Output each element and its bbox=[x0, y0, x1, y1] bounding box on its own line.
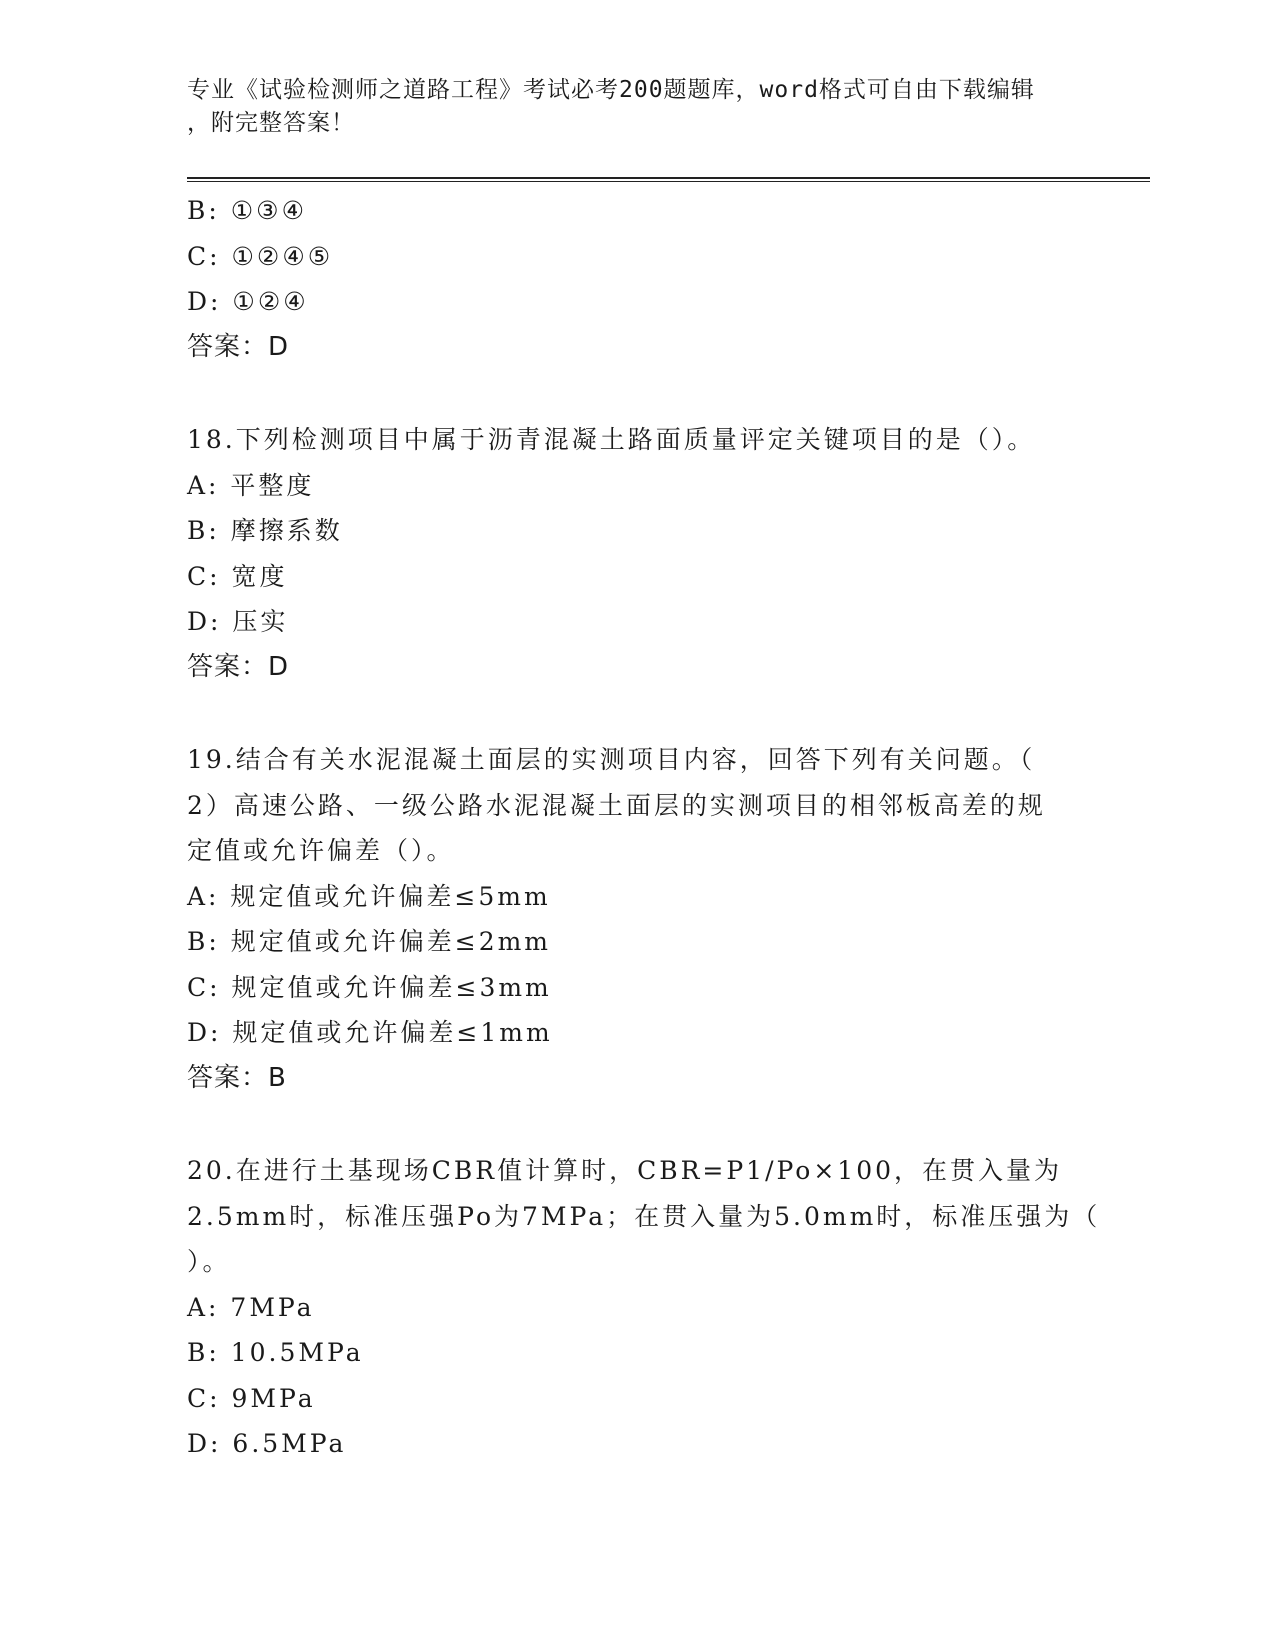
q19-stem-line2: 2）高速公路、一级公路水泥混凝土面层的实测项目的相邻板高差的规 bbox=[187, 790, 1046, 820]
q19-stem-line1: 19.结合有关水泥混凝土面层的实测项目内容，回答下列有关问题。（ bbox=[187, 745, 1036, 774]
document-header bbox=[187, 74, 1067, 140]
q20-option-d: D: 6.5MPa bbox=[187, 1429, 347, 1458]
q20-stem-line2: 2.5mm时，标准压强Po为7MPa；在贯入量为5.0mm时，标准压强为（ bbox=[187, 1201, 1101, 1231]
q19-option-b: B: 规定值或允许偏差≤2mm bbox=[187, 927, 552, 956]
q19-option-a: A: 规定值或允许偏差≤5mm bbox=[187, 881, 551, 911]
q19-stem-line3: 定值或允许偏差（）。 bbox=[187, 836, 455, 865]
header-divider-thin bbox=[187, 181, 1150, 182]
spacer bbox=[187, 370, 1087, 417]
q20-stem-line3: ）。 bbox=[187, 1247, 231, 1276]
q18-answer: 答案：D bbox=[187, 651, 290, 682]
question-content bbox=[187, 188, 1101, 1467]
q17-option-b: B: ①③④ bbox=[187, 196, 307, 225]
q18-option-b: B: 摩擦系数 bbox=[187, 516, 343, 545]
question-20 bbox=[187, 1148, 1101, 1467]
spacer bbox=[187, 690, 1087, 737]
q17-option-c: C: ①②④⑤ bbox=[187, 241, 334, 271]
q20-option-c: C: 9MPa bbox=[187, 1383, 316, 1413]
header-title-line2: ，附完整答案！ bbox=[187, 110, 355, 136]
q18-option-a: A: 平整度 bbox=[187, 470, 315, 500]
header-divider-thick bbox=[187, 177, 1150, 179]
question-17-fragment bbox=[187, 188, 1087, 370]
q20-option-b: B: 10.5MPa bbox=[187, 1338, 364, 1367]
q18-option-d: D: 压实 bbox=[187, 607, 289, 636]
spacer bbox=[187, 1101, 1087, 1148]
q19-answer: 答案：B bbox=[187, 1062, 287, 1093]
q20-stem-line1: 20.在进行土基现场CBR值计算时，CBR=P1/Po×100，在贯入量为 bbox=[187, 1156, 1063, 1185]
question-18 bbox=[187, 417, 1087, 690]
q18-stem: 18.下列检测项目中属于沥青混凝土路面质量评定关键项目的是（）。 bbox=[187, 425, 1036, 454]
header-title-line1: 专业《试验检测师之道路工程》考试必考200题题库，word格式可自由下载编辑 bbox=[187, 77, 1035, 103]
question-19 bbox=[187, 737, 1087, 1101]
q19-option-c: C: 规定值或允许偏差≤3mm bbox=[187, 972, 552, 1002]
q18-option-c: C: 宽度 bbox=[187, 561, 288, 591]
q17-answer: 答案：D bbox=[187, 331, 290, 362]
q17-option-d: D: ①②④ bbox=[187, 287, 309, 316]
q20-option-a: A: 7MPa bbox=[187, 1292, 315, 1322]
q19-option-d: D: 规定值或允许偏差≤1mm bbox=[187, 1018, 553, 1047]
